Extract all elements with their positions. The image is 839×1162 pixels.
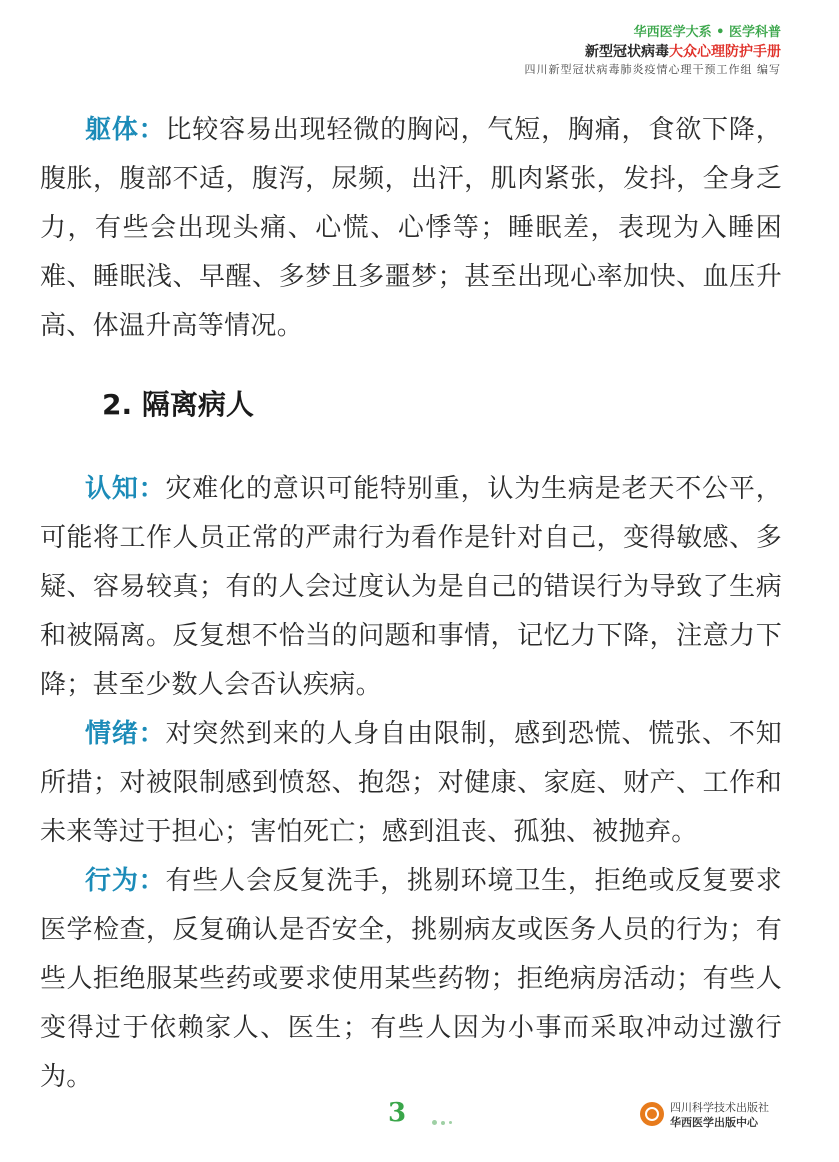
paragraph-cognition <box>40 465 782 710</box>
text-behavior: 有些人会反复洗手，挑剔环境卫生，拒绝或反复要求医学检查，反复确认是否安全，挑剔病友或医务人员的行为；有些人拒绝服某些药或要求使用某些药物；拒绝病房活动；有些人变得过于依赖家人、医生；有些人因为小事而采取冲动过激行为。 <box>40 866 782 1092</box>
label-body: 躯体： <box>85 115 166 145</box>
label-emotion: 情绪： <box>85 719 166 749</box>
label-cognition: 认知： <box>85 474 166 504</box>
paragraph-behavior <box>40 857 782 1102</box>
publisher-name-1: 四川科学技术出版社 <box>670 1101 769 1114</box>
publisher-text <box>670 1100 769 1130</box>
series-title: 华西医学大系 • 医学科普 <box>633 25 781 40</box>
dot <box>449 1121 452 1124</box>
text-emotion: 对突然到来的人身自由限制，感到恐慌、慌张、不知所措；对被限制感到愤怒、抱怨；对健康、家庭、财产、工作和未来等过于担心；害怕死亡；感到沮丧、孤独、被抛弃。 <box>40 719 782 847</box>
dot <box>441 1121 445 1125</box>
publisher-name-2: 华西医学出版中心 <box>670 1116 758 1129</box>
page-number: 3 <box>388 1098 407 1128</box>
running-header <box>525 24 782 78</box>
paragraph-body <box>40 106 782 351</box>
page-body <box>40 106 782 1102</box>
book-title-red: 大众心理防护手册 <box>669 44 781 60</box>
text-cognition: 灾难化的意识可能特别重，认为生病是老天不公平，可能将工作人员正常的严肃行为看作是针对自己，变得敏感、多疑、容易较真；有的人会过度认为是自己的错误行为导致了生病和被隔离。反复想不恰当的问题和事情，记忆力下降，注意力下降；甚至少数人会否认疾病。 <box>40 474 782 700</box>
author-line: 四川新型冠状病毒肺炎疫情心理干预工作组 编写 <box>524 63 781 76</box>
dot <box>432 1120 437 1125</box>
section-heading: 2. 隔离病人 <box>102 388 254 421</box>
book-title <box>525 42 782 62</box>
label-behavior: 行为： <box>85 866 166 896</box>
text-body: 比较容易出现轻微的胸闷，气短，胸痛，食欲下降，腹胀，腹部不适，腹泻，尿频，出汗，肌肉紧张，发抖，全身乏力，有些会出现头痛、心慌、心悸等；睡眠差，表现为入睡困难、睡眠浅、早醒、多梦且多噩梦；甚至出现心率加快、血压升高、体温升高等情况。 <box>40 115 782 341</box>
publisher-logo-icon <box>640 1102 664 1126</box>
book-title-black: 新型冠状病毒 <box>585 44 669 60</box>
paragraph-emotion <box>40 710 782 857</box>
dots-ornament <box>432 1112 456 1131</box>
